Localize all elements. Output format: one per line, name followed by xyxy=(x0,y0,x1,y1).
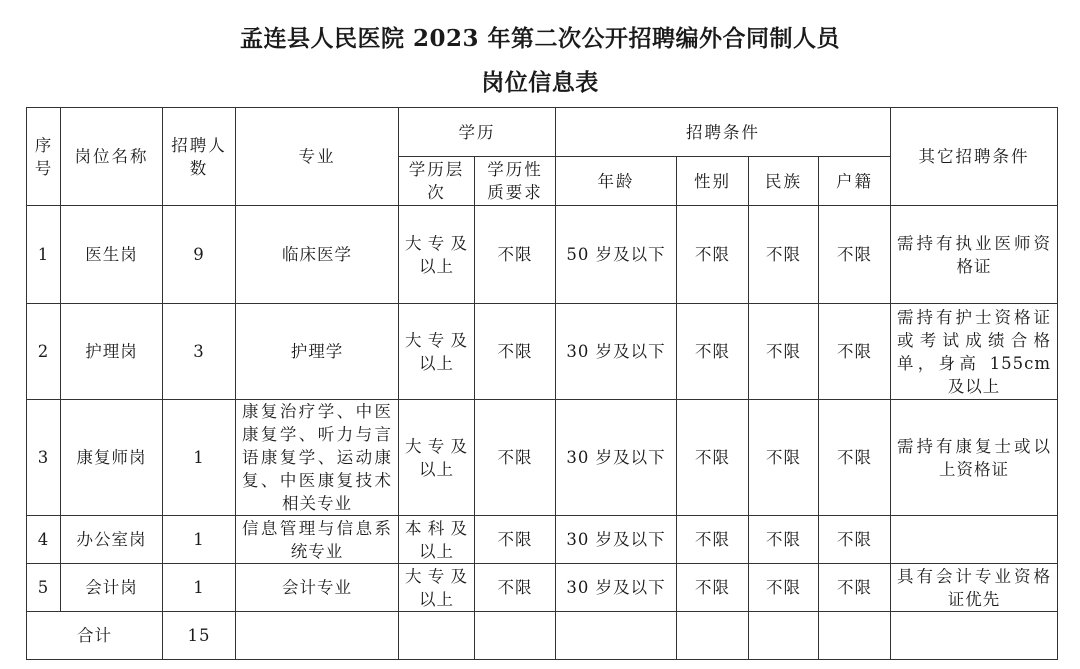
header-gender: 性别 xyxy=(677,157,749,206)
cell-count: 3 xyxy=(163,304,236,400)
cell-household: 不限 xyxy=(819,206,891,304)
header-age: 年龄 xyxy=(556,157,677,206)
cell-edu-level: 大专及以上 xyxy=(399,304,475,400)
cell-edu-nature: 不限 xyxy=(475,206,556,304)
cell-other: 具有会计专业资格证优先 xyxy=(891,564,1058,612)
cell-age: 30 岁及以下 xyxy=(556,304,677,400)
header-household: 户籍 xyxy=(819,157,891,206)
document-subtitle: 岗位信息表 xyxy=(481,69,599,96)
table-row xyxy=(27,304,1058,400)
total-count: 15 xyxy=(163,612,236,660)
cell-gender: 不限 xyxy=(677,564,749,612)
cell-gender: 不限 xyxy=(677,206,749,304)
header-ethnicity: 民族 xyxy=(749,157,819,206)
cell-other: 需持有护士资格证或考试成绩合格单，身高 155cm 及以上 xyxy=(891,304,1058,400)
cell-other: 需持有执业医师资格证 xyxy=(891,206,1058,304)
cell-position: 办公室岗 xyxy=(61,516,163,564)
cell-ethnicity: 不限 xyxy=(749,304,819,400)
cell-major: 会计专业 xyxy=(236,564,399,612)
cell-major: 临床医学 xyxy=(236,206,399,304)
cell-position: 会计岗 xyxy=(61,564,163,612)
header-position: 岗位名称 xyxy=(61,108,163,206)
cell-age: 30 岁及以下 xyxy=(556,516,677,564)
cell-edu-level: 大专及以上 xyxy=(399,206,475,304)
cell-household: 不限 xyxy=(819,516,891,564)
cell-seq: 1 xyxy=(27,206,61,304)
header-seq: 序号 xyxy=(27,108,61,206)
cell-gender: 不限 xyxy=(677,304,749,400)
cell-age: 30 岁及以下 xyxy=(556,400,677,516)
cell-major: 护理学 xyxy=(236,304,399,400)
cell-gender: 不限 xyxy=(677,400,749,516)
cell-other xyxy=(891,516,1058,564)
header-major: 专业 xyxy=(236,108,399,206)
cell-ethnicity: 不限 xyxy=(749,516,819,564)
header-count: 招聘人数 xyxy=(163,108,236,206)
cell-edu-level: 大专及以上 xyxy=(399,564,475,612)
header-edu-level: 学历层次 xyxy=(399,157,475,206)
cell-age: 50 岁及以下 xyxy=(556,206,677,304)
table-row xyxy=(27,564,1058,612)
header-other: 其它招聘条件 xyxy=(891,108,1058,206)
cell-other: 需持有康复士或以上资格证 xyxy=(891,400,1058,516)
cell-age: 30 岁及以下 xyxy=(556,564,677,612)
cell-edu-nature: 不限 xyxy=(475,400,556,516)
table-row xyxy=(27,206,1058,304)
cell-count: 1 xyxy=(163,516,236,564)
header-education: 学历 xyxy=(399,108,556,157)
cell-seq: 3 xyxy=(27,400,61,516)
table-row xyxy=(27,400,1058,516)
cell-ethnicity: 不限 xyxy=(749,564,819,612)
cell-major: 信息管理与信息系统专业 xyxy=(236,516,399,564)
document-title: 孟连县人民医院 2023 年第二次公开招聘编外合同制人员 xyxy=(239,25,841,52)
cell-position: 医生岗 xyxy=(61,206,163,304)
total-row xyxy=(27,612,1058,660)
cell-edu-nature: 不限 xyxy=(475,304,556,400)
cell-edu-level: 大专及以上 xyxy=(399,400,475,516)
cell-major: 康复治疗学、中医康复学、听力与言语康复学、运动康复、中医康复技术相关专业 xyxy=(236,400,399,516)
total-label: 合计 xyxy=(27,612,163,660)
header-edu-nature: 学历性质要求 xyxy=(475,157,556,206)
cell-ethnicity: 不限 xyxy=(749,206,819,304)
cell-count: 1 xyxy=(163,400,236,516)
cell-household: 不限 xyxy=(819,400,891,516)
cell-edu-nature: 不限 xyxy=(475,564,556,612)
cell-edu-level: 本科及以上 xyxy=(399,516,475,564)
cell-position: 康复师岗 xyxy=(61,400,163,516)
cell-household: 不限 xyxy=(819,564,891,612)
table-row xyxy=(27,516,1058,564)
header-conditions: 招聘条件 xyxy=(556,108,891,157)
cell-count: 1 xyxy=(163,564,236,612)
cell-ethnicity: 不限 xyxy=(749,400,819,516)
cell-count: 9 xyxy=(163,206,236,304)
cell-gender: 不限 xyxy=(677,516,749,564)
cell-edu-nature: 不限 xyxy=(475,516,556,564)
cell-household: 不限 xyxy=(819,304,891,400)
cell-seq: 2 xyxy=(27,304,61,400)
positions-table xyxy=(26,107,1058,660)
cell-seq: 5 xyxy=(27,564,61,612)
cell-position: 护理岗 xyxy=(61,304,163,400)
cell-seq: 4 xyxy=(27,516,61,564)
